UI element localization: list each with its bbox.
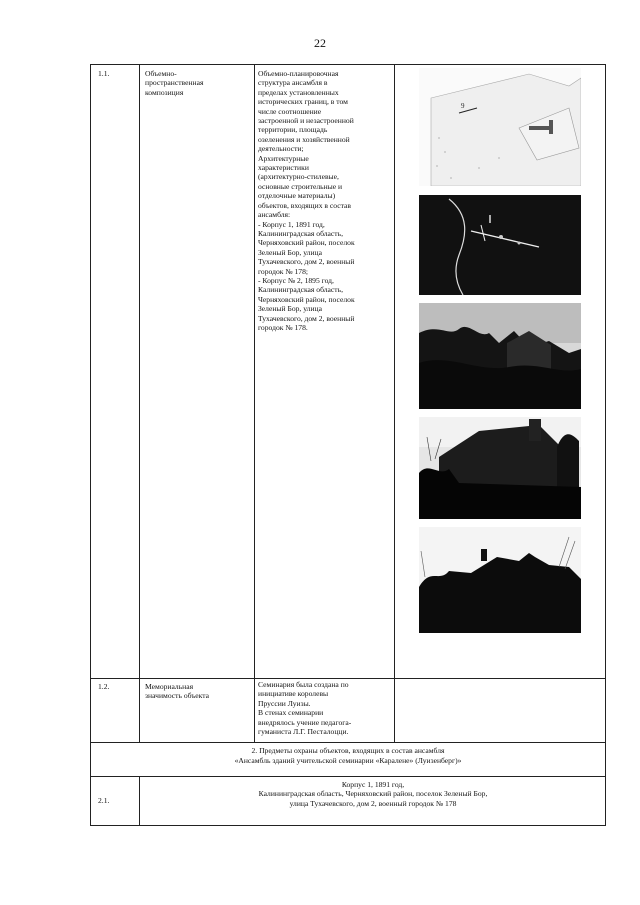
column-divider — [394, 64, 395, 742]
building-photo-1 — [419, 303, 581, 409]
protection-table — [90, 64, 606, 826]
svg-text:9: 9 — [461, 102, 465, 110]
section-heading: 2. Предметы охраны объектов, входящих в состав ансамбля — [251, 746, 445, 755]
row-divider — [90, 678, 606, 679]
row-divider — [90, 776, 606, 777]
row-name: Мемориальная значимость объекта — [145, 682, 209, 701]
row-number: 1.2. — [98, 682, 110, 691]
site-plan-image — [419, 68, 581, 186]
row-number: 2.1. — [98, 796, 110, 805]
building-photo-2 — [419, 417, 581, 519]
page-number: 22 — [314, 36, 326, 50]
building-photo-3 — [419, 527, 581, 633]
row-description: Семинария была создана по инициативе королевы Пруссии Луизы. В стенах семинарии внедрялось учение педагога- гуманиста Л.Г. Песталоцци. — [258, 680, 352, 737]
aerial-map-image — [419, 195, 581, 295]
row-divider — [90, 742, 606, 743]
section-subheading: «Ансамбль зданий учительской семинарии «Каралене» (Луизенберг)» — [234, 756, 462, 765]
row-description: Объемно-планировочная структура ансамбля в пределах установленных исторических границ, в том числе соотношение застроенной и незастроенной территории, площадь озеленения и хозяйственной деятельности; Архитектурные характеристики (архитектурно-стилевые, основные строительные и отделочные материалы) объектов, входящих в состав ансамбля: - Корпус 1, 1891 год, Калининградская область, Черняховский район, поселок Зеленый Бор, улица Тухачевского, дом 2, военный городок № 178; - Корпус № 2, 1895 год, Калининградская область, Черняховский район, поселок Зеленый Бор, улица Тухачевского, дом 2, военный городок № 178. — [258, 69, 355, 332]
row-name: Объемно- пространственная композиция — [145, 69, 204, 97]
column-divider — [254, 64, 255, 742]
row-title: Корпус 1, 1891 год, Калининградская область, Черняховский район, поселок Зеленый Бор, улица Тухачевского, дом 2, военный городок № 178 — [258, 780, 488, 808]
row-number: 1.1. — [98, 69, 110, 78]
column-divider — [139, 64, 140, 742]
